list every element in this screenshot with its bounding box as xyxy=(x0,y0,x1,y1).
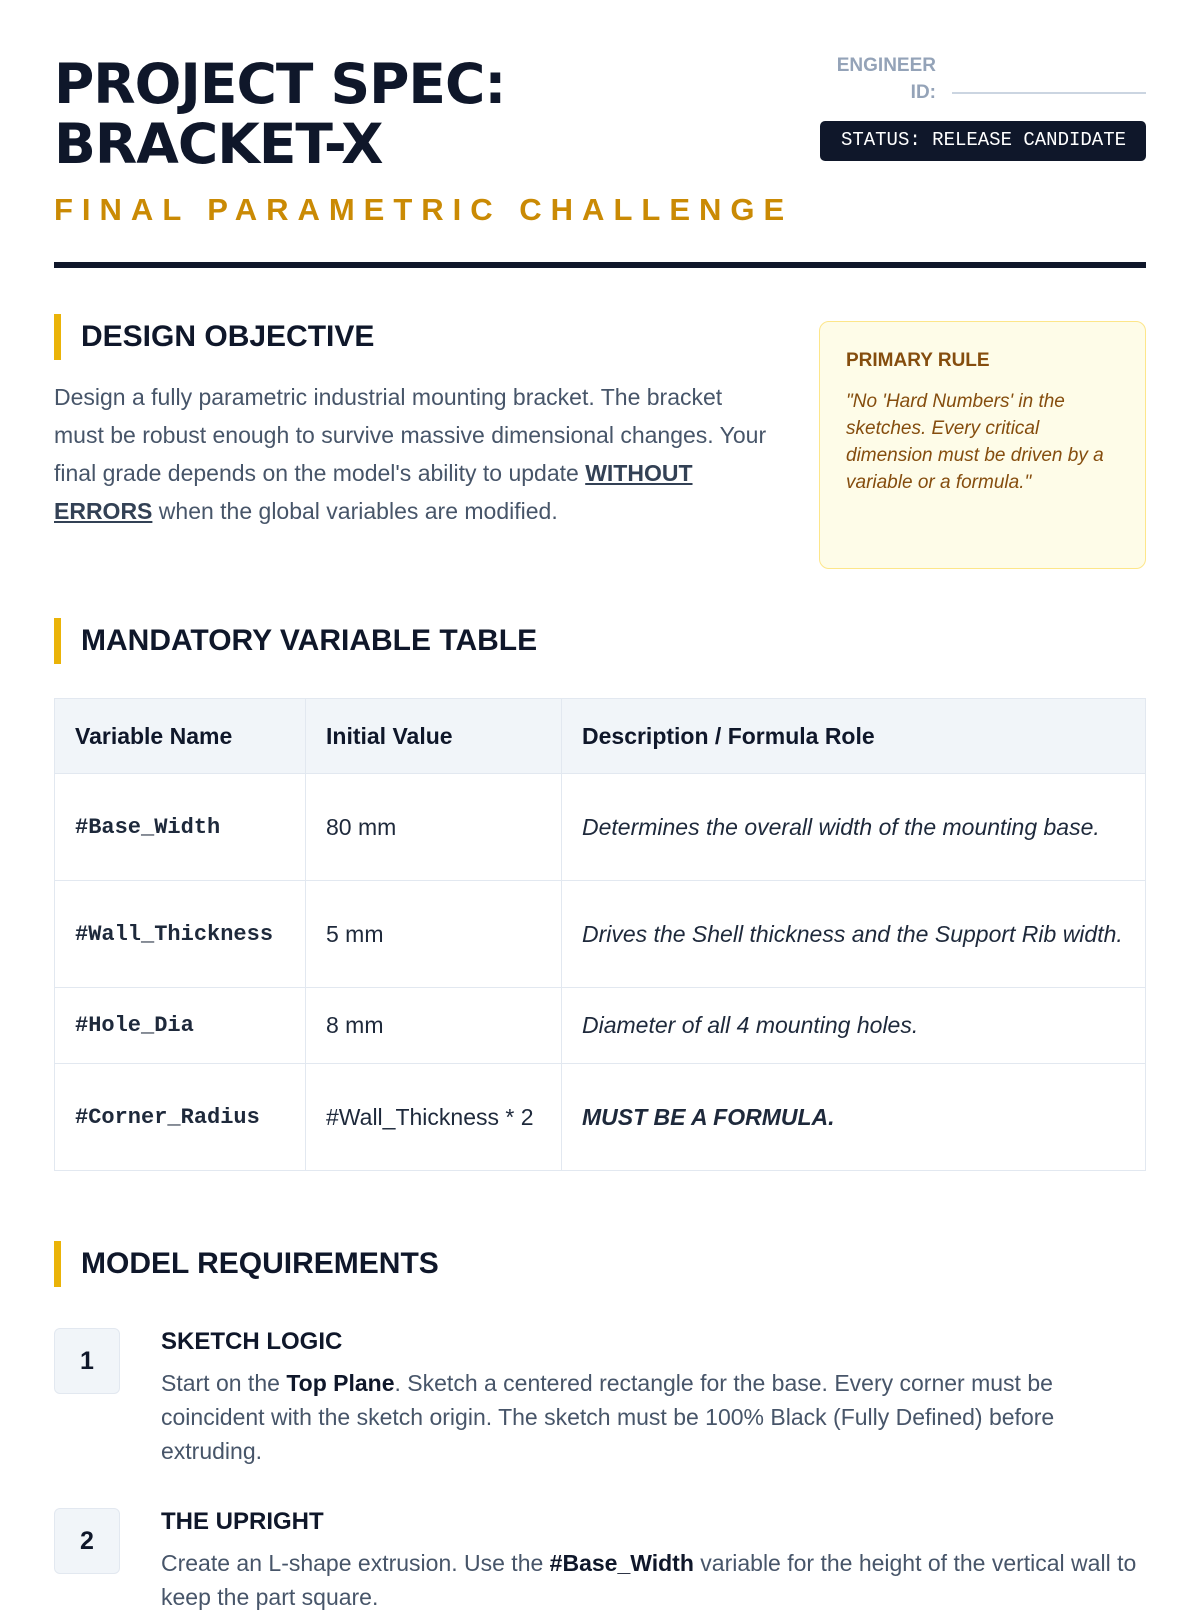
variable-name: #Base_Width xyxy=(55,774,306,881)
title-line-1: PROJECT SPEC: xyxy=(54,52,506,116)
requirement-text-start: Start on the xyxy=(161,1370,287,1396)
step-number: 2 xyxy=(54,1508,120,1574)
variable-name: #Hole_Dia xyxy=(55,988,306,1064)
page-title xyxy=(54,54,774,174)
requirements-heading: MODEL REQUIREMENTS xyxy=(54,1241,439,1287)
requirement-title: SKETCH LOGIC xyxy=(161,1328,343,1355)
table-row xyxy=(55,1064,1146,1171)
callout-text: "No 'Hard Numbers' in the sketches. Every critical dimension must be driven by a variable or a formula." xyxy=(846,391,1104,493)
objective-emphasis: WITHOUT ERRORS xyxy=(54,460,693,524)
requirement-text xyxy=(161,1366,1146,1468)
objective-text xyxy=(54,378,774,530)
spec-page xyxy=(54,0,1146,1610)
table-row xyxy=(55,988,1146,1064)
variable-description: Determines the overall width of the mounting base. xyxy=(562,774,1146,881)
variable-description: Diameter of all 4 mounting holes. xyxy=(562,988,1146,1064)
variable-description: MUST BE A FORMULA. xyxy=(562,1064,1146,1171)
engineer-id-input-line[interactable] xyxy=(952,92,1146,94)
variable-value: #Wall_Thickness * 2 xyxy=(306,1064,562,1171)
variable-value: 5 mm xyxy=(306,881,562,988)
objective-text-end: when the global variables are modified. xyxy=(152,498,558,524)
table-row xyxy=(55,774,1146,881)
requirement-text-end: . Sketch a centered rectangle for the base. Every corner must be coincident with the sketch origin. The sketch must be 100% Black (Fully Defined) before extruding. xyxy=(161,1370,1055,1464)
variable-value: 8 mm xyxy=(306,988,562,1064)
variable-description: Drives the Shell thickness and the Support Rib width. xyxy=(562,881,1146,988)
requirement-text-start: Create an L-shape extrusion. Use the xyxy=(161,1550,550,1576)
objective-heading: DESIGN OBJECTIVE xyxy=(54,314,374,360)
variable-table xyxy=(54,698,1146,1171)
table-header-row xyxy=(55,699,1146,774)
requirement-title: THE UPRIGHT xyxy=(161,1508,324,1535)
column-header: Description / Formula Role xyxy=(562,699,1146,774)
table-row xyxy=(55,881,1146,988)
requirement-text-end: variable for the height of the vertical wall to keep the part square. xyxy=(161,1550,1137,1610)
primary-rule-callout xyxy=(819,321,1146,569)
objective-text-start: Design a fully parametric industrial mounting bracket. The bracket must be robust enough to survive massive dimensional changes. Your final grade depends on the model's ability to update xyxy=(54,384,767,486)
page-subtitle: FINAL PARAMETRIC CHALLENGE xyxy=(54,192,794,227)
variable-name: #Corner_Radius xyxy=(55,1064,306,1171)
variable-value: 80 mm xyxy=(306,774,562,881)
engineer-id-field[interactable] xyxy=(836,52,1146,102)
variable-name: #Wall_Thickness xyxy=(55,881,306,988)
engineer-id-label: ENGINEER ID: xyxy=(836,55,936,103)
column-header: Variable Name xyxy=(55,699,306,774)
requirement-text xyxy=(161,1546,1146,1614)
header xyxy=(54,0,1146,268)
title-line-2: BRACKET-X xyxy=(54,112,383,176)
variables-heading: MANDATORY VARIABLE TABLE xyxy=(54,618,537,664)
status-badge: STATUS: RELEASE CANDIDATE xyxy=(820,121,1146,161)
requirement-emphasis: Top Plane xyxy=(286,1370,395,1396)
callout-title: PRIMARY RULE xyxy=(846,350,990,371)
step-number: 1 xyxy=(54,1328,120,1394)
column-header: Initial Value xyxy=(306,699,562,774)
requirement-emphasis: #Base_Width xyxy=(549,1550,694,1576)
header-divider xyxy=(54,262,1146,268)
